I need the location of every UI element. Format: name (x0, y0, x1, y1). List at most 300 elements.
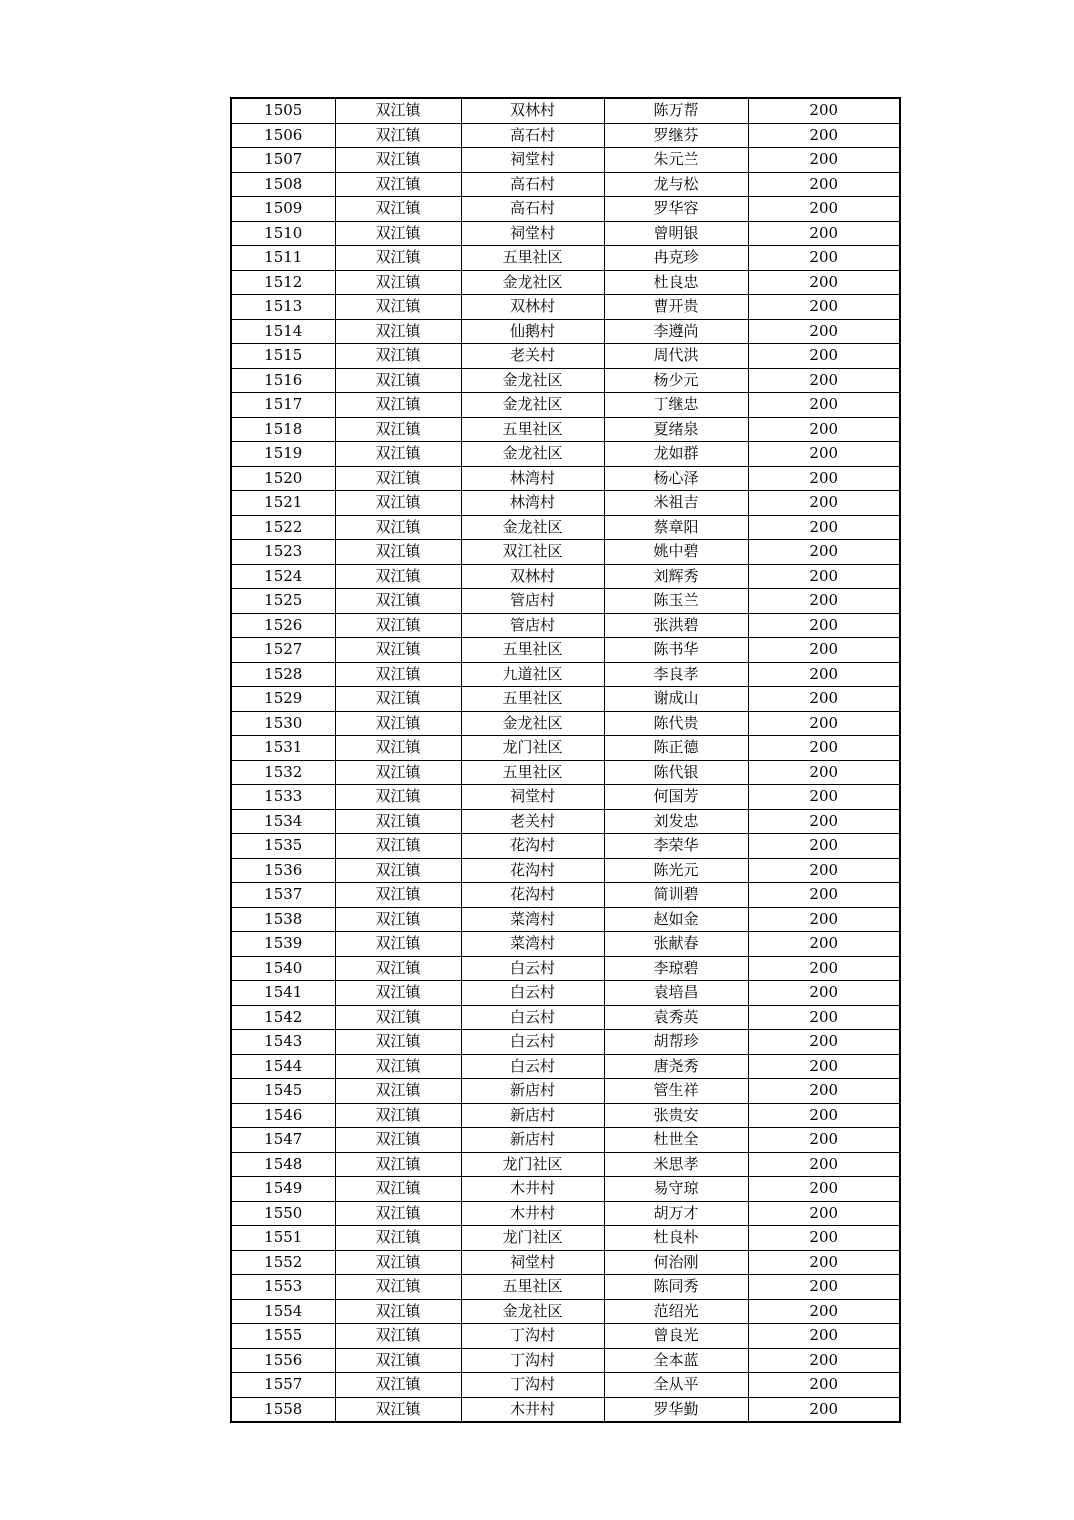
table-row (231, 1324, 900, 1349)
table-row (231, 515, 900, 540)
table-row (231, 393, 900, 418)
table-row (231, 1226, 900, 1251)
amount-cell: 200 (748, 1079, 900, 1104)
name-cell: 姚中碧 (604, 540, 748, 565)
village-cell: 木井村 (461, 1177, 604, 1202)
amount-cell: 200 (748, 221, 900, 246)
village-cell: 木井村 (461, 1397, 604, 1422)
row-number-cell: 1558 (231, 1397, 335, 1422)
table-row (231, 344, 900, 369)
town-cell: 双江镇 (335, 613, 461, 638)
row-number-cell: 1543 (231, 1030, 335, 1055)
name-cell: 李遵尚 (604, 319, 748, 344)
row-number-cell: 1529 (231, 687, 335, 712)
town-cell: 双江镇 (335, 1201, 461, 1226)
table-body (231, 98, 900, 1422)
table-row (231, 172, 900, 197)
row-number-cell: 1511 (231, 246, 335, 271)
table-row (231, 834, 900, 859)
row-number-cell: 1506 (231, 123, 335, 148)
amount-cell: 200 (748, 1177, 900, 1202)
row-number-cell: 1528 (231, 662, 335, 687)
amount-cell: 200 (748, 98, 900, 123)
table-row (231, 785, 900, 810)
table-row (231, 687, 900, 712)
amount-cell: 200 (748, 1152, 900, 1177)
amount-cell: 200 (748, 270, 900, 295)
amount-cell: 200 (748, 1324, 900, 1349)
village-cell: 仙鹅村 (461, 319, 604, 344)
table-row (231, 540, 900, 565)
name-cell: 袁秀英 (604, 1005, 748, 1030)
town-cell: 双江镇 (335, 711, 461, 736)
amount-cell: 200 (748, 711, 900, 736)
amount-cell: 200 (748, 736, 900, 761)
amount-cell: 200 (748, 638, 900, 663)
town-cell: 双江镇 (335, 785, 461, 810)
table-row (231, 981, 900, 1006)
table-row (231, 736, 900, 761)
name-cell: 夏绪泉 (604, 417, 748, 442)
town-cell: 双江镇 (335, 883, 461, 908)
town-cell: 双江镇 (335, 197, 461, 222)
village-cell: 老关村 (461, 809, 604, 834)
village-cell: 九道社区 (461, 662, 604, 687)
town-cell: 双江镇 (335, 638, 461, 663)
row-number-cell: 1522 (231, 515, 335, 540)
table-row (231, 1201, 900, 1226)
town-cell: 双江镇 (335, 1299, 461, 1324)
town-cell: 双江镇 (335, 564, 461, 589)
amount-cell: 200 (748, 491, 900, 516)
table-row (231, 638, 900, 663)
table-row (231, 491, 900, 516)
village-cell: 新店村 (461, 1103, 604, 1128)
name-cell: 简训碧 (604, 883, 748, 908)
row-number-cell: 1508 (231, 172, 335, 197)
table-row (231, 1348, 900, 1373)
amount-cell: 200 (748, 932, 900, 957)
town-cell: 双江镇 (335, 809, 461, 834)
town-cell: 双江镇 (335, 393, 461, 418)
town-cell: 双江镇 (335, 1030, 461, 1055)
town-cell: 双江镇 (335, 1348, 461, 1373)
amount-cell: 200 (748, 809, 900, 834)
table-row (231, 1128, 900, 1153)
name-cell: 周代洪 (604, 344, 748, 369)
village-cell: 丁沟村 (461, 1324, 604, 1349)
data-table (230, 97, 901, 1423)
table-row (231, 1250, 900, 1275)
row-number-cell: 1544 (231, 1054, 335, 1079)
name-cell: 何国芳 (604, 785, 748, 810)
village-cell: 白云村 (461, 981, 604, 1006)
town-cell: 双江镇 (335, 295, 461, 320)
row-number-cell: 1557 (231, 1373, 335, 1398)
town-cell: 双江镇 (335, 270, 461, 295)
row-number-cell: 1540 (231, 956, 335, 981)
village-cell: 新店村 (461, 1128, 604, 1153)
name-cell: 张献春 (604, 932, 748, 957)
village-cell: 木井村 (461, 1201, 604, 1226)
row-number-cell: 1536 (231, 858, 335, 883)
table-row (231, 368, 900, 393)
village-cell: 白云村 (461, 1005, 604, 1030)
village-cell: 高石村 (461, 123, 604, 148)
table-row (231, 662, 900, 687)
name-cell: 陈书华 (604, 638, 748, 663)
town-cell: 双江镇 (335, 98, 461, 123)
town-cell: 双江镇 (335, 515, 461, 540)
village-cell: 林湾村 (461, 466, 604, 491)
town-cell: 双江镇 (335, 687, 461, 712)
town-cell: 双江镇 (335, 417, 461, 442)
name-cell: 陈代贵 (604, 711, 748, 736)
name-cell: 胡帮珍 (604, 1030, 748, 1055)
table-row (231, 197, 900, 222)
amount-cell: 200 (748, 515, 900, 540)
amount-cell: 200 (748, 760, 900, 785)
amount-cell: 200 (748, 907, 900, 932)
village-cell: 高石村 (461, 197, 604, 222)
table-row (231, 1397, 900, 1422)
village-cell: 金龙社区 (461, 270, 604, 295)
amount-cell: 200 (748, 956, 900, 981)
amount-cell: 200 (748, 785, 900, 810)
name-cell: 龙如群 (604, 442, 748, 467)
row-number-cell: 1549 (231, 1177, 335, 1202)
amount-cell: 200 (748, 662, 900, 687)
table-row (231, 442, 900, 467)
name-cell: 罗华容 (604, 197, 748, 222)
town-cell: 双江镇 (335, 221, 461, 246)
name-cell: 全本蓝 (604, 1348, 748, 1373)
town-cell: 双江镇 (335, 932, 461, 957)
town-cell: 双江镇 (335, 442, 461, 467)
amount-cell: 200 (748, 589, 900, 614)
name-cell: 陈正德 (604, 736, 748, 761)
name-cell: 胡万才 (604, 1201, 748, 1226)
table-row (231, 809, 900, 834)
village-cell: 金龙社区 (461, 1299, 604, 1324)
row-number-cell: 1530 (231, 711, 335, 736)
row-number-cell: 1552 (231, 1250, 335, 1275)
town-cell: 双江镇 (335, 1005, 461, 1030)
village-cell: 龙门社区 (461, 1152, 604, 1177)
table-row (231, 246, 900, 271)
row-number-cell: 1541 (231, 981, 335, 1006)
name-cell: 罗继芬 (604, 123, 748, 148)
row-number-cell: 1525 (231, 589, 335, 614)
table-row (231, 883, 900, 908)
name-cell: 谢成山 (604, 687, 748, 712)
row-number-cell: 1546 (231, 1103, 335, 1128)
row-number-cell: 1538 (231, 907, 335, 932)
name-cell: 米思孝 (604, 1152, 748, 1177)
name-cell: 张洪碧 (604, 613, 748, 638)
village-cell: 金龙社区 (461, 368, 604, 393)
town-cell: 双江镇 (335, 1177, 461, 1202)
name-cell: 陈玉兰 (604, 589, 748, 614)
row-number-cell: 1547 (231, 1128, 335, 1153)
town-cell: 双江镇 (335, 956, 461, 981)
amount-cell: 200 (748, 1128, 900, 1153)
row-number-cell: 1505 (231, 98, 335, 123)
amount-cell: 200 (748, 197, 900, 222)
name-cell: 曾明银 (604, 221, 748, 246)
name-cell: 袁培昌 (604, 981, 748, 1006)
row-number-cell: 1519 (231, 442, 335, 467)
row-number-cell: 1535 (231, 834, 335, 859)
town-cell: 双江镇 (335, 1152, 461, 1177)
name-cell: 赵如金 (604, 907, 748, 932)
village-cell: 林湾村 (461, 491, 604, 516)
row-number-cell: 1507 (231, 148, 335, 173)
table-row (231, 858, 900, 883)
table-row (231, 221, 900, 246)
amount-cell: 200 (748, 1226, 900, 1251)
row-number-cell: 1510 (231, 221, 335, 246)
row-number-cell: 1521 (231, 491, 335, 516)
village-cell: 双林村 (461, 564, 604, 589)
village-cell: 龙门社区 (461, 1226, 604, 1251)
village-cell: 五里社区 (461, 638, 604, 663)
row-number-cell: 1509 (231, 197, 335, 222)
row-number-cell: 1553 (231, 1275, 335, 1300)
town-cell: 双江镇 (335, 540, 461, 565)
town-cell: 双江镇 (335, 1103, 461, 1128)
name-cell: 杜世全 (604, 1128, 748, 1153)
amount-cell: 200 (748, 295, 900, 320)
row-number-cell: 1545 (231, 1079, 335, 1104)
town-cell: 双江镇 (335, 1226, 461, 1251)
name-cell: 李琼碧 (604, 956, 748, 981)
town-cell: 双江镇 (335, 148, 461, 173)
amount-cell: 200 (748, 123, 900, 148)
amount-cell: 200 (748, 1030, 900, 1055)
row-number-cell: 1532 (231, 760, 335, 785)
amount-cell: 200 (748, 858, 900, 883)
table-row (231, 270, 900, 295)
table-row (231, 589, 900, 614)
amount-cell: 200 (748, 442, 900, 467)
table-row (231, 1005, 900, 1030)
town-cell: 双江镇 (335, 760, 461, 785)
table-row (231, 295, 900, 320)
table-row (231, 1299, 900, 1324)
town-cell: 双江镇 (335, 172, 461, 197)
table-row (231, 98, 900, 123)
table-row (231, 319, 900, 344)
town-cell: 双江镇 (335, 246, 461, 271)
row-number-cell: 1512 (231, 270, 335, 295)
amount-cell: 200 (748, 417, 900, 442)
name-cell: 蔡章阳 (604, 515, 748, 540)
amount-cell: 200 (748, 564, 900, 589)
town-cell: 双江镇 (335, 834, 461, 859)
row-number-cell: 1523 (231, 540, 335, 565)
row-number-cell: 1555 (231, 1324, 335, 1349)
row-number-cell: 1533 (231, 785, 335, 810)
village-cell: 金龙社区 (461, 711, 604, 736)
table-row (231, 123, 900, 148)
village-cell: 五里社区 (461, 246, 604, 271)
town-cell: 双江镇 (335, 981, 461, 1006)
village-cell: 白云村 (461, 1030, 604, 1055)
table-row (231, 1054, 900, 1079)
name-cell: 朱元兰 (604, 148, 748, 173)
amount-cell: 200 (748, 1005, 900, 1030)
table-row (231, 1275, 900, 1300)
town-cell: 双江镇 (335, 1079, 461, 1104)
table-row (231, 1030, 900, 1055)
amount-cell: 200 (748, 172, 900, 197)
name-cell: 陈光元 (604, 858, 748, 883)
town-cell: 双江镇 (335, 1373, 461, 1398)
town-cell: 双江镇 (335, 368, 461, 393)
name-cell: 龙与松 (604, 172, 748, 197)
row-number-cell: 1542 (231, 1005, 335, 1030)
row-number-cell: 1516 (231, 368, 335, 393)
village-cell: 丁沟村 (461, 1373, 604, 1398)
table-row (231, 1373, 900, 1398)
name-cell: 丁继忠 (604, 393, 748, 418)
village-cell: 花沟村 (461, 834, 604, 859)
amount-cell: 200 (748, 344, 900, 369)
name-cell: 易守琼 (604, 1177, 748, 1202)
table-row (231, 711, 900, 736)
town-cell: 双江镇 (335, 1275, 461, 1300)
amount-cell: 200 (748, 466, 900, 491)
amount-cell: 200 (748, 1275, 900, 1300)
village-cell: 白云村 (461, 956, 604, 981)
town-cell: 双江镇 (335, 858, 461, 883)
village-cell: 五里社区 (461, 687, 604, 712)
name-cell: 杨少元 (604, 368, 748, 393)
table-row (231, 613, 900, 638)
table-row (231, 1103, 900, 1128)
name-cell: 李荣华 (604, 834, 748, 859)
row-number-cell: 1526 (231, 613, 335, 638)
village-cell: 花沟村 (461, 858, 604, 883)
village-cell: 管店村 (461, 613, 604, 638)
village-cell: 金龙社区 (461, 393, 604, 418)
village-cell: 老关村 (461, 344, 604, 369)
name-cell: 唐尧秀 (604, 1054, 748, 1079)
name-cell: 罗华勤 (604, 1397, 748, 1422)
amount-cell: 200 (748, 1299, 900, 1324)
village-cell: 祠堂村 (461, 1250, 604, 1275)
name-cell: 冉克珍 (604, 246, 748, 271)
amount-cell: 200 (748, 1250, 900, 1275)
row-number-cell: 1517 (231, 393, 335, 418)
village-cell: 白云村 (461, 1054, 604, 1079)
amount-cell: 200 (748, 613, 900, 638)
town-cell: 双江镇 (335, 1250, 461, 1275)
name-cell: 管生祥 (604, 1079, 748, 1104)
row-number-cell: 1554 (231, 1299, 335, 1324)
amount-cell: 200 (748, 246, 900, 271)
amount-cell: 200 (748, 1201, 900, 1226)
village-cell: 菜湾村 (461, 907, 604, 932)
table-row (231, 564, 900, 589)
row-number-cell: 1520 (231, 466, 335, 491)
name-cell: 刘辉秀 (604, 564, 748, 589)
amount-cell: 200 (748, 1348, 900, 1373)
amount-cell: 200 (748, 1373, 900, 1398)
table-row (231, 1177, 900, 1202)
village-cell: 双江社区 (461, 540, 604, 565)
name-cell: 李良孝 (604, 662, 748, 687)
town-cell: 双江镇 (335, 491, 461, 516)
name-cell: 张贵安 (604, 1103, 748, 1128)
name-cell: 何治刚 (604, 1250, 748, 1275)
village-cell: 金龙社区 (461, 515, 604, 540)
village-cell: 龙门社区 (461, 736, 604, 761)
name-cell: 曹开贵 (604, 295, 748, 320)
name-cell: 刘发忠 (604, 809, 748, 834)
village-cell: 五里社区 (461, 760, 604, 785)
village-cell: 祠堂村 (461, 785, 604, 810)
town-cell: 双江镇 (335, 907, 461, 932)
table-row (231, 148, 900, 173)
town-cell: 双江镇 (335, 662, 461, 687)
village-cell: 双林村 (461, 98, 604, 123)
row-number-cell: 1527 (231, 638, 335, 663)
name-cell: 米祖吉 (604, 491, 748, 516)
village-cell: 花沟村 (461, 883, 604, 908)
table-row (231, 1152, 900, 1177)
row-number-cell: 1551 (231, 1226, 335, 1251)
village-cell: 管店村 (461, 589, 604, 614)
name-cell: 陈同秀 (604, 1275, 748, 1300)
amount-cell: 200 (748, 1054, 900, 1079)
row-number-cell: 1548 (231, 1152, 335, 1177)
village-cell: 新店村 (461, 1079, 604, 1104)
amount-cell: 200 (748, 368, 900, 393)
amount-cell: 200 (748, 883, 900, 908)
village-cell: 五里社区 (461, 417, 604, 442)
amount-cell: 200 (748, 540, 900, 565)
town-cell: 双江镇 (335, 123, 461, 148)
name-cell: 杨心泽 (604, 466, 748, 491)
amount-cell: 200 (748, 981, 900, 1006)
village-cell: 双林村 (461, 295, 604, 320)
town-cell: 双江镇 (335, 1128, 461, 1153)
row-number-cell: 1515 (231, 344, 335, 369)
row-number-cell: 1550 (231, 1201, 335, 1226)
village-cell: 丁沟村 (461, 1348, 604, 1373)
amount-cell: 200 (748, 148, 900, 173)
table-row (231, 760, 900, 785)
name-cell: 陈代银 (604, 760, 748, 785)
name-cell: 杜良忠 (604, 270, 748, 295)
town-cell: 双江镇 (335, 1054, 461, 1079)
name-cell: 范绍光 (604, 1299, 748, 1324)
table-row (231, 417, 900, 442)
name-cell: 陈万帮 (604, 98, 748, 123)
amount-cell: 200 (748, 319, 900, 344)
table-row (231, 466, 900, 491)
town-cell: 双江镇 (335, 1397, 461, 1422)
town-cell: 双江镇 (335, 344, 461, 369)
table-row (231, 907, 900, 932)
town-cell: 双江镇 (335, 736, 461, 761)
row-number-cell: 1556 (231, 1348, 335, 1373)
village-cell: 五里社区 (461, 1275, 604, 1300)
table-row (231, 932, 900, 957)
name-cell: 曾良光 (604, 1324, 748, 1349)
